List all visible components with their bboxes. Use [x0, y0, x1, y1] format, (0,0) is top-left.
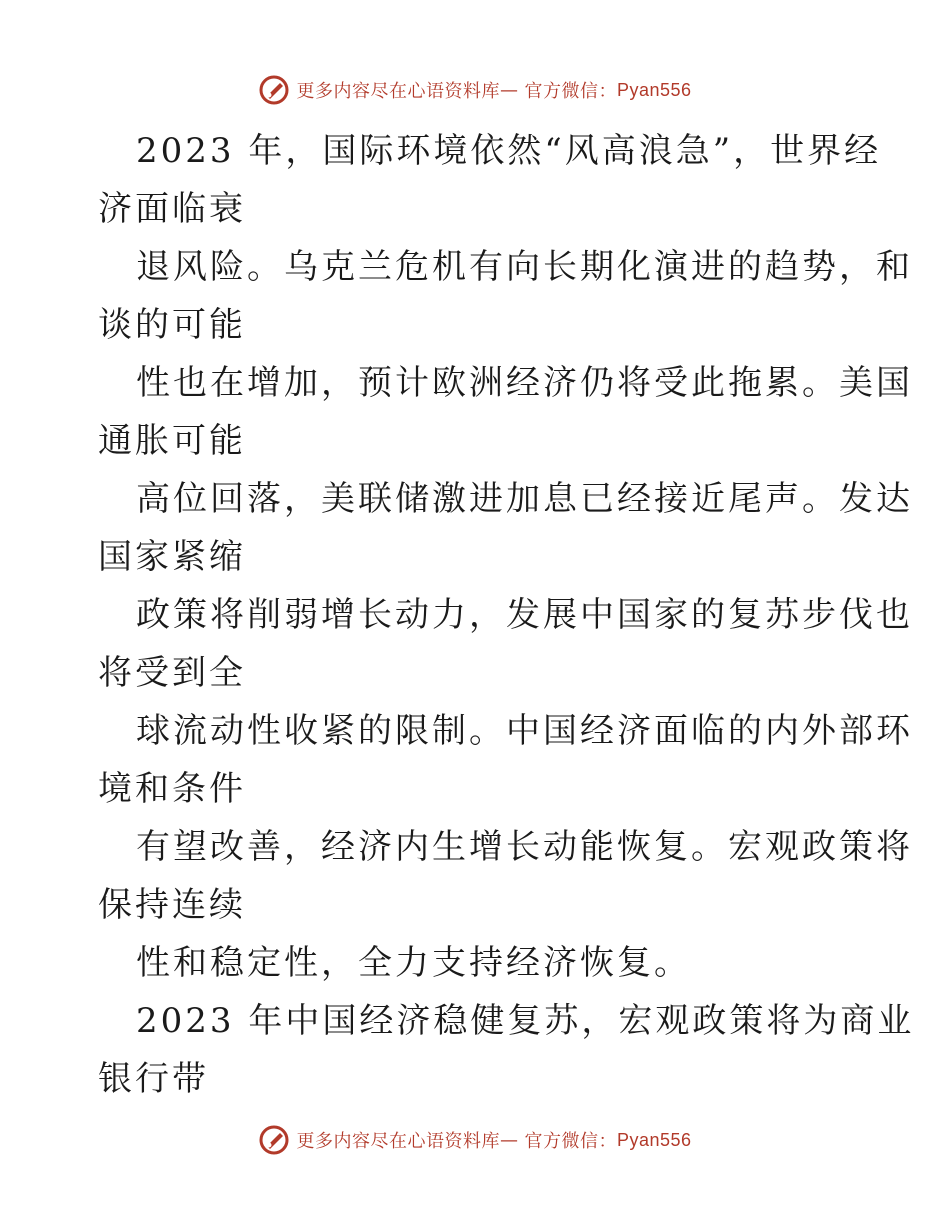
watermark-contact-label: 官方微信：: [524, 81, 617, 102]
watermark-site: 更多内容尽在心语资料库: [296, 81, 500, 102]
body-line: 国家紧缩: [98, 537, 246, 577]
watermark-handle: Pyan556: [616, 79, 692, 100]
body-line: 2023 年，国际环境依然“风高浪急”，世界经: [136, 131, 882, 171]
watermark-handle: Pyan556: [616, 1129, 692, 1150]
watermark-site: 更多内容尽在心语资料库: [296, 1131, 500, 1152]
body-line: 有望改善，经济内生增长动能恢复。宏观政策将: [136, 827, 913, 867]
body-line: 银行带: [98, 1059, 209, 1099]
footer-watermark: [0, 1120, 950, 1160]
body-line: 性也在增加，预计欧洲经济仍将受此拖累。美国: [136, 363, 913, 403]
body-line: 保持连续: [98, 885, 246, 925]
body-line: 将受到全: [98, 653, 246, 693]
body-line: 性和稳定性，全力支持经济恢复。: [136, 943, 691, 983]
stamp-logo-icon: [258, 1124, 290, 1156]
watermark-contact-label: 官方微信：: [524, 1131, 617, 1152]
body-line: 谈的可能: [98, 305, 246, 345]
watermark-dash: —: [499, 1129, 519, 1151]
body-line: 境和条件: [98, 769, 246, 809]
body-line: 济面临衰: [98, 189, 246, 229]
header-watermark: [0, 70, 950, 110]
document-body: [98, 122, 915, 1108]
body-line: 高位回落，美联储激进加息已经接近尾声。发达: [136, 479, 913, 519]
watermark-dash: —: [499, 79, 519, 101]
body-line: 球流动性收紧的限制。中国经济面临的内外部环: [136, 711, 913, 751]
body-line: 通胀可能: [98, 421, 246, 461]
body-line: 退风险。乌克兰危机有向长期化演进的趋势，和: [136, 247, 913, 287]
stamp-logo-icon: [258, 74, 290, 106]
body-line: 政策将削弱增长动力，发展中国家的复苏步伐也: [136, 595, 913, 635]
body-line: 2023 年中国经济稳健复苏，宏观政策将为商业: [136, 1001, 915, 1041]
